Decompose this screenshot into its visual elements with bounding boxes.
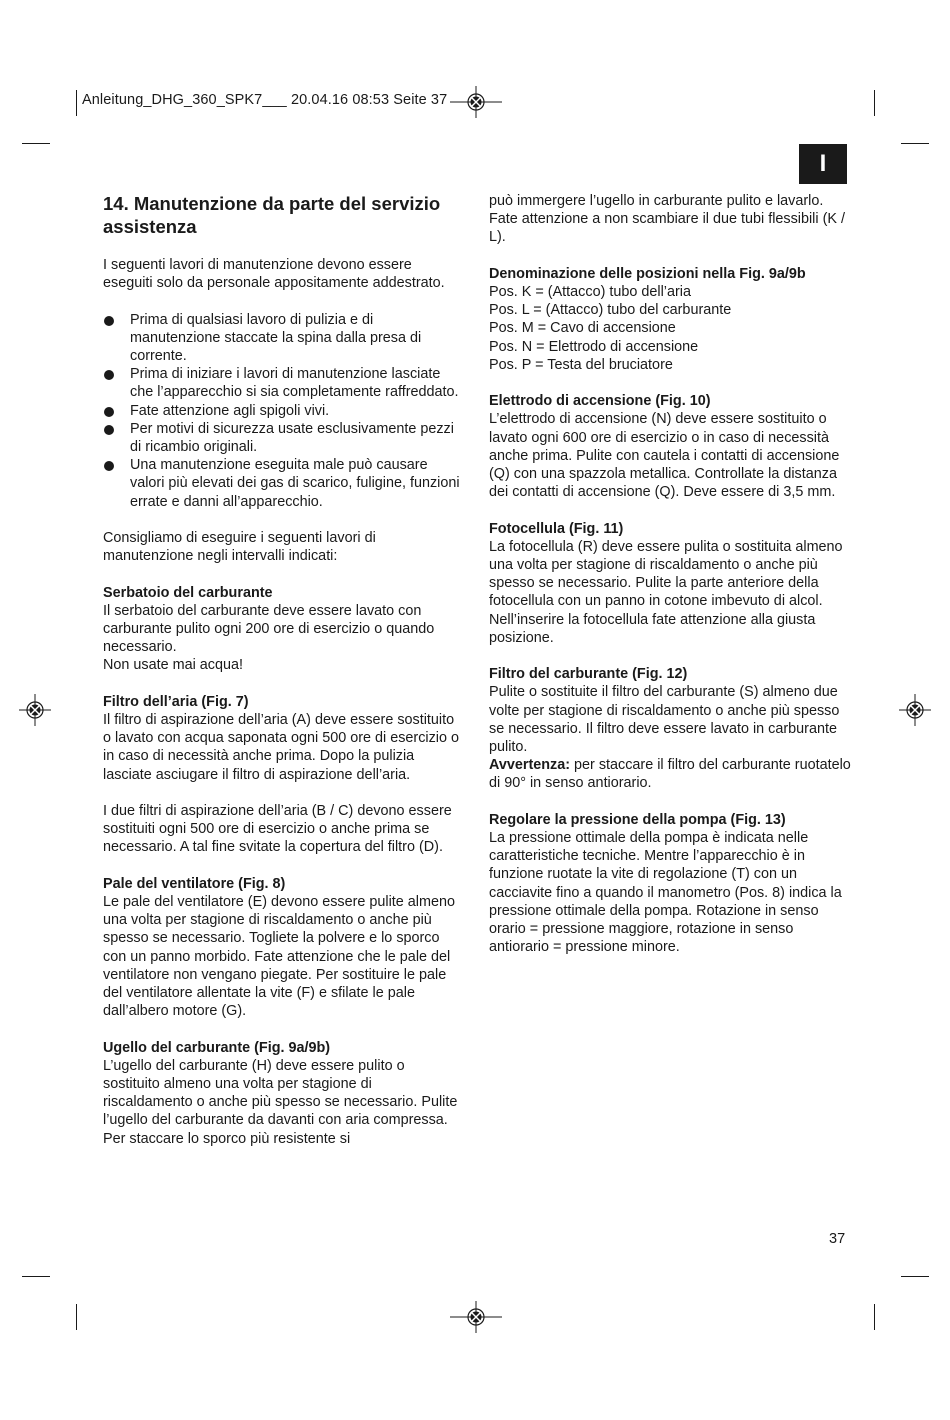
list-item: Fate attenzione agli spigoli vivi. [103, 402, 465, 420]
crop-mark [901, 1276, 929, 1277]
fuel-nozzle-text: L’ugello del carburante (H) deve essere pulito o sostituito almeno una volta per stagione di riscaldamento o anche più spesso se necessario. Pulite l’ugello del carburante da davanti con aria compressa. Per staccare lo sporco più resistente si [103, 1057, 458, 1147]
bullet-icon [104, 370, 114, 380]
crop-mark [901, 143, 929, 144]
page-number: 37 [829, 1231, 846, 1247]
air-filter-heading: Filtro dell’aria (Fig. 7) [103, 693, 249, 710]
fuel-nozzle-continued: può immergere l’ugello in carburante pulito e lavarlo. Fate attenzione a non scambiare il due tubi flessibili (K / L). [489, 193, 845, 246]
position-item: Pos. M = Cavo di accensione [489, 320, 676, 337]
ignition-electrode-heading: Elettrodo di accensione (Fig. 10) [489, 393, 711, 410]
fuel-filter-warning [489, 756, 851, 792]
warning-text: per staccare il filtro del carburante ruotatelo di 90° in senso antiorario. [489, 757, 851, 792]
ignition-electrode-text: L’elettrodo di accensione (N) deve essere sostituito o lavato ogni 600 ore di esercizio o in caso di necessità anche prima. Pulite con cautela i contatti di accensione (Q) con una spazzola metallica. Controllate la distanza dei contatti di accensione (Q). Deve essere di 3,5 mm. [489, 411, 840, 501]
crop-mark [874, 1304, 875, 1330]
bullet-icon [104, 316, 114, 326]
warning-label: Avvertenza: [489, 757, 571, 774]
crop-mark [22, 1276, 50, 1277]
position-item: Pos. L = (Attacco) tubo del carburante [489, 302, 732, 319]
crop-mark [22, 143, 50, 144]
pump-pressure-text: La pressione ottimale della pompa è indicata nelle caratteristiche tecniche. Mentre l’apparecchio è in funzione ruotate la vite di regolazione (T) con un cacciavite fino a quando il manometro (Pos. 8) indica la pressione ottimale della pompa. Rotazione in senso orario = pressione maggiore, rotazione in senso antiorario = pressione minore. [489, 830, 842, 956]
list-item: Prima di qualsiasi lavoro di pulizia e di manutenzione staccate la spina dalla presa di corrente. [103, 311, 465, 366]
air-filter-text-2: I due filtri di aspirazione dell’aria (B / C) devono essere sostituiti ogni 500 ore di esercizio o anche prima se necessario. A tal fine svitate la copertura del filtro (D). [103, 803, 452, 856]
fan-blades-text: Le pale del ventilatore (E) devono essere pulite almeno una volta per stagione di riscaldamento o anche più spesso se necessario. Togliete la polvere e lo sporco con un panno morbido. Fate attenzione che le pale del ventilatore non vengano piegate. Per sostituire le pale del ventilatore allentate la vite (F) e sfilate le pale dall’albero motore (G). [103, 894, 455, 1020]
safety-bullet-list [103, 311, 465, 511]
positions-heading: Denominazione delle posizioni nella Fig. 9a/9b [489, 265, 806, 282]
left-column [103, 192, 465, 1148]
print-slug: Anleitung_DHG_360_SPK7___ 20.04.16 08:53 Seite 37 [82, 92, 448, 108]
intro-paragraph: I seguenti lavori di manutenzione devono essere eseguiti solo da personale appositamente addestrato. [103, 257, 445, 292]
section-title: 14. Manutenzione da parte del servizio assistenza [103, 193, 441, 237]
fuel-filter-text: Pulite o sostituite il filtro del carburante (S) almeno due volte per stagione di riscaldamento o anche più spesso se necessario. Il filtro deve essere lavato in carburante pulito. [489, 684, 840, 756]
fuel-nozzle-heading: Ugello del carburante (Fig. 9a/9b) [103, 1039, 331, 1056]
fuel-tank-text: Il serbatoio del carburante deve essere lavato con carburante pulito ogni 200 ore di esercizio o quando necessario. [103, 602, 435, 656]
position-item: Pos. K = (Attacco) tubo dell’aria [489, 284, 691, 300]
registration-mark-icon [899, 694, 931, 726]
fuel-tank-heading: Serbatoio del carburante [103, 584, 273, 601]
bullet-icon [104, 407, 114, 417]
list-item: Una manutenzione eseguita male può causare valori più elevati dei gas di scarico, fuligine, funzioni errate e danni all’apparecchio. [103, 456, 465, 511]
list-item: Per motivi di sicurezza usate esclusivamente pezzi di ricambio originali. [103, 420, 465, 456]
position-item: Pos. N = Elettrodo di accensione [489, 338, 699, 355]
right-column [489, 192, 851, 956]
fuel-filter-heading: Filtro del carburante (Fig. 12) [489, 666, 688, 683]
crop-mark [874, 90, 875, 116]
position-item: Pos. P = Testa del bruciatore [489, 356, 673, 373]
registration-mark-icon [19, 694, 51, 726]
fuel-tank-warning: Non usate mai acqua! [103, 657, 243, 674]
photocell-heading: Fotocellula (Fig. 11) [489, 520, 624, 537]
registration-mark-icon [450, 86, 502, 118]
crop-mark [76, 1304, 77, 1330]
list-item: Prima di iniziare i lavori di manutenzione lasciate che l’apparecchio si sia completamente raffreddato. [103, 365, 465, 401]
air-filter-text: Il filtro di aspirazione dell’aria (A) deve essere sostituito o lavato con acqua saponata ogni 500 ore di esercizio o in caso di necessità anche prima. Dopo la pulizia lasciate asciugare il filtro di aspirazione dell’aria. [103, 712, 460, 783]
registration-mark-icon [450, 1301, 502, 1333]
recommendation-paragraph: Consigliamo di eseguire i seguenti lavori di manutenzione negli intervalli indicati: [103, 530, 376, 565]
fan-blades-heading: Pale del ventilatore (Fig. 8) [103, 875, 286, 892]
bullet-icon [104, 461, 114, 471]
language-tab: I [799, 144, 847, 184]
crop-mark [76, 90, 77, 116]
photocell-text: La fotocellula (R) deve essere pulita o sostituita almeno una volta per stagione di riscaldamento o anche più spesso se necessario. Pulite la parte anteriore della fotocellula con un panno in cotone imbevuto di alcol. Nell’inserire la fotocellula fate attenzione alla giusta posizione. [489, 538, 843, 646]
bullet-icon [104, 425, 114, 435]
pump-pressure-heading: Regolare la pressione della pompa (Fig. 13) [489, 811, 786, 828]
